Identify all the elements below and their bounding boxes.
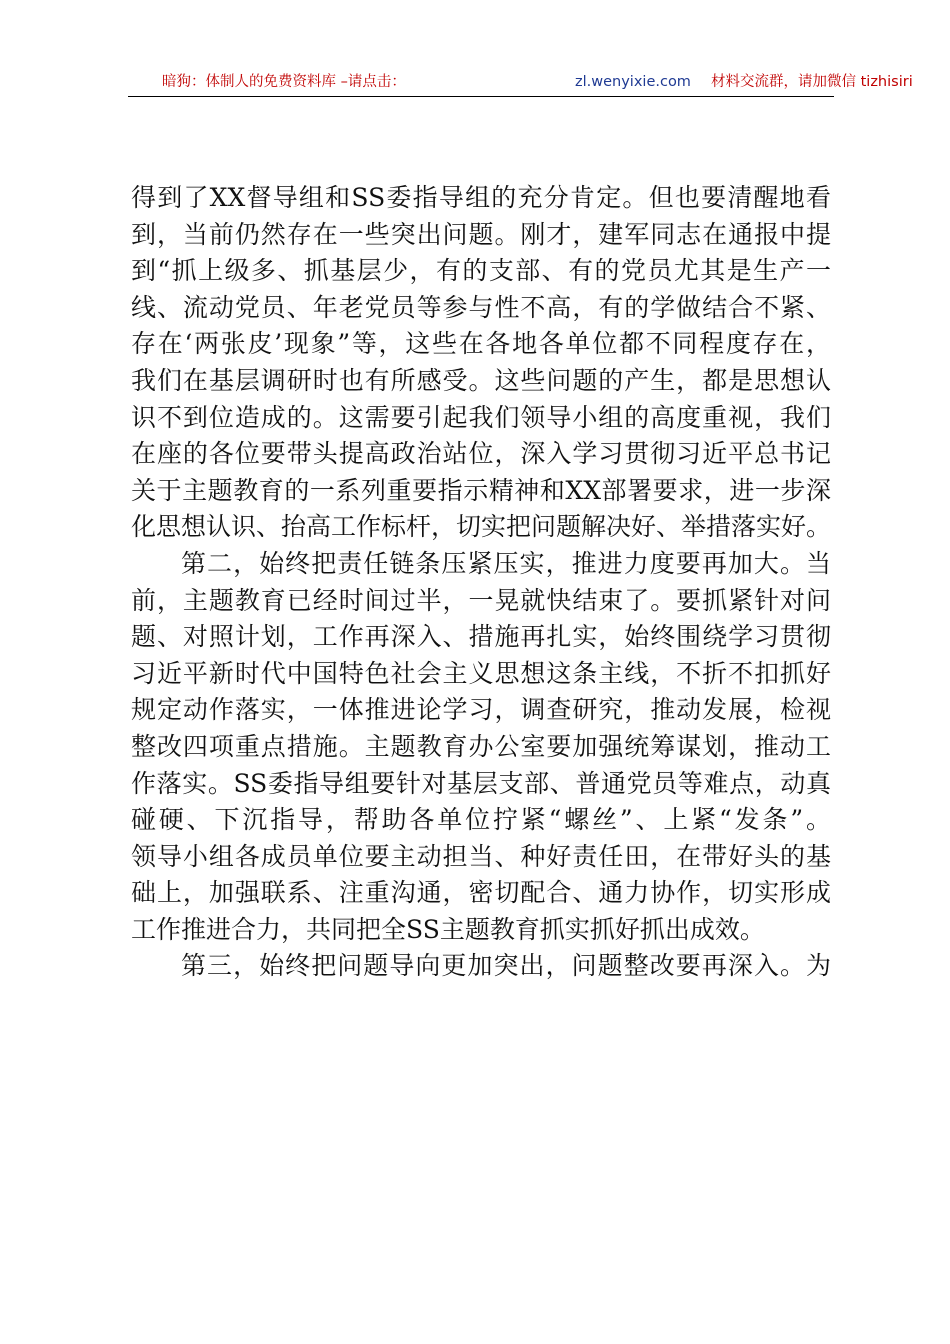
text-line: 础上，加强联系、注重沟通，密切配合、通力协作，切实形成 xyxy=(131,878,831,908)
text-line: 整改四项重点措施。主题教育办公室要加强统筹谋划，推动工 xyxy=(131,731,831,761)
header-wechat-text: 材料交流群，请加微信 tizhisiri xyxy=(711,74,913,90)
paragraph-start-line: 第二，始终把责任链条压紧压实，推进力度要再加大。当 xyxy=(181,548,831,578)
text-line: 我们在基层调研时也有所感受。这些问题的产生，都是思想认 xyxy=(131,365,831,395)
text-line: 线、流动党员、年老党员等参与性不高，有的学做结合不紧、 xyxy=(131,292,831,322)
document-body xyxy=(131,180,831,985)
text-line: 作落实。SS委指导组要针对基层支部、普通党员等难点，动真 xyxy=(131,768,831,798)
text-line: 碰硬、下沉指导，帮助各单位拧紧“螺丝”、上紧“发条”。 xyxy=(131,805,831,835)
page-header xyxy=(128,70,913,97)
text-line: 前，主题教育已经时间过半，一晃就快结束了。要抓紧针对问 xyxy=(131,585,831,615)
text-line: 工作推进合力，共同把全SS主题教育抓实抓好抓出成效。 xyxy=(131,914,765,944)
text-line: 关于主题教育的一系列重要指示精神和XX部署要求，进一步深 xyxy=(131,475,831,505)
text-line: 化思想认识、抬高工作标杆，切实把问题解决好、举措落实好。 xyxy=(131,512,832,542)
text-line: 习近平新时代中国特色社会主义思想这条主线，不折不扣抓好 xyxy=(131,658,831,688)
text-line: 到“抓上级多、抓基层少，有的支部、有的党员尤其是生产一 xyxy=(131,256,831,286)
text-line: 规定动作落实，一体推进论学习，调查研究，推动发展，检视 xyxy=(131,695,831,725)
text-line: 识不到位造成的。这需要引起我们领导小组的高度重视，我们 xyxy=(131,402,831,432)
text-line: 存在‘两张皮’现象”等，这些在各地各单位都不同程度存在， xyxy=(131,329,831,359)
text-line: 在座的各位要带头提高政治站位，深入学习贯彻习近平总书记 xyxy=(131,439,831,469)
header-promo-text: 暗狗：体制人的免费资料库 –请点击： xyxy=(162,74,406,90)
text-line: 到，当前仍然存在一些突出问题。刚才，建军同志在通报中提 xyxy=(131,219,831,249)
text-line: 题、对照计划，工作再深入、措施再扎实，始终围绕学习贯彻 xyxy=(131,622,831,652)
paragraph-start-line: 第三，始终把问题导向更加突出，问题整改要再深入。为 xyxy=(181,951,831,981)
header-website-link[interactable]: zl.wenyixie.com xyxy=(575,74,691,90)
text-line: 得到了XX督导组和SS委指导组的充分肯定。但也要清醒地看 xyxy=(131,183,831,212)
text-line: 领导小组各成员单位要主动担当、种好责任田，在带好头的基 xyxy=(131,841,831,871)
